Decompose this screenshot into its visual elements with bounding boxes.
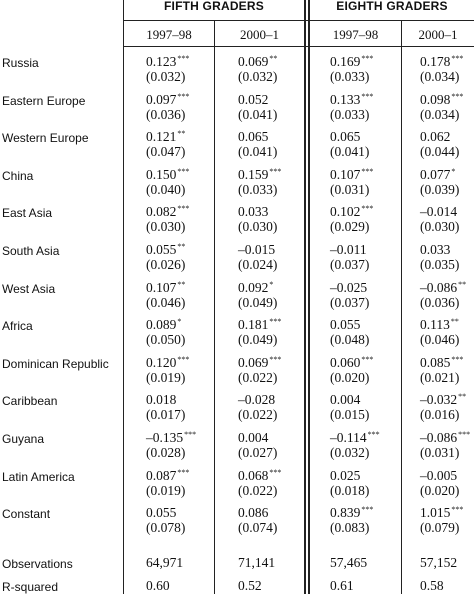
- stats-value: 57,465: [330, 555, 368, 570]
- coefficient-cell: 0.055: [330, 317, 361, 333]
- coefficient-cell: 0.839***: [330, 505, 374, 521]
- significance-stars: **: [177, 279, 186, 289]
- coefficient-cell: –0.086***: [420, 430, 471, 445]
- coefficient-cell: 0.069***: [238, 354, 282, 370]
- standard-error-cell: (0.049): [238, 332, 278, 348]
- header-eighth-graders: EIGHTH GRADERS: [336, 0, 448, 13]
- coefficient-cell: 0.060***: [330, 354, 374, 370]
- standard-error-cell: (0.079): [420, 520, 460, 536]
- standard-error-cell: (0.018): [330, 482, 370, 498]
- row-label: Constant: [2, 507, 51, 522]
- column-divider-left: [123, 0, 124, 594]
- significance-stars: **: [177, 242, 186, 251]
- significance-stars: ***: [451, 354, 464, 364]
- significance-stars: ***: [269, 467, 282, 477]
- row-label: West Asia: [2, 281, 56, 296]
- coefficient-cell: –0.011: [330, 242, 367, 257]
- coefficient-cell: –0.028: [238, 392, 276, 408]
- coefficient-cell: –0.135***: [146, 430, 197, 445]
- coefficient-cell: –0.025: [330, 279, 368, 295]
- standard-error-cell: (0.041): [330, 144, 370, 160]
- coefficient-cell: 0.085***: [420, 354, 464, 370]
- standard-error-cell: (0.074): [238, 520, 278, 536]
- standard-error-cell: (0.030): [146, 219, 186, 235]
- stats-value: 0.58: [420, 578, 444, 593]
- coefficient-cell: –0.014: [420, 204, 458, 220]
- standard-error-cell: (0.017): [146, 407, 186, 423]
- coefficient-cell: 0.097***: [146, 91, 190, 107]
- coefficient-cell: 0.082***: [146, 204, 190, 220]
- standard-error-cell: (0.036): [420, 294, 460, 310]
- significance-stars: **: [458, 392, 467, 402]
- column-divider-eighth: [401, 21, 402, 594]
- standard-error-cell: (0.029): [330, 219, 370, 235]
- standard-error-cell: (0.034): [420, 69, 460, 84]
- stats-value: 64,971: [146, 555, 184, 570]
- standard-error-cell: (0.034): [420, 106, 460, 122]
- stats-value: 57,152: [420, 555, 458, 570]
- coefficient-cell: 0.077*: [420, 166, 456, 182]
- standard-error-cell: (0.019): [146, 482, 186, 498]
- standard-error-cell: (0.044): [420, 144, 460, 160]
- group-divider-b: [308, 0, 310, 594]
- row-label: South Asia: [2, 244, 60, 258]
- significance-stars: *: [269, 279, 274, 289]
- significance-stars: ***: [361, 91, 374, 101]
- standard-error-cell: (0.016): [420, 407, 460, 423]
- significance-stars: ***: [177, 354, 190, 364]
- significance-stars: ***: [451, 54, 464, 63]
- coefficient-cell: –0.114***: [330, 430, 380, 445]
- row-label: Caribbean: [2, 394, 58, 409]
- coefficient-cell: 0.092*: [238, 279, 274, 295]
- significance-stars: **: [458, 279, 467, 289]
- coefficient-cell: 0.068***: [238, 467, 282, 483]
- significance-stars: **: [450, 317, 459, 327]
- standard-error-cell: (0.041): [238, 106, 278, 122]
- standard-error-cell: (0.026): [146, 257, 186, 272]
- standard-error-cell: (0.021): [420, 369, 460, 385]
- standard-error-cell: (0.036): [146, 106, 186, 122]
- coefficient-cell: 0.113**: [420, 317, 459, 333]
- coefficient-cell: 0.169***: [330, 54, 374, 69]
- header-fifth-graders: FIFTH GRADERS: [164, 0, 264, 13]
- coefficient-cell: 0.123***: [146, 54, 190, 69]
- standard-error-cell: (0.033): [330, 69, 370, 84]
- standard-error-cell: (0.048): [330, 332, 370, 348]
- significance-stars: **: [177, 129, 186, 139]
- group-divider-a: [304, 0, 306, 594]
- significance-stars: ***: [177, 467, 190, 477]
- coefficient-cell: 0.055: [146, 505, 177, 521]
- significance-stars: ***: [451, 91, 464, 101]
- stats-value: 0.52: [238, 578, 262, 593]
- significance-stars: ***: [177, 166, 190, 176]
- standard-error-cell: (0.033): [330, 106, 370, 122]
- standard-error-cell: (0.037): [330, 294, 370, 310]
- coefficient-cell: 0.069**: [238, 54, 278, 69]
- stats-label: R-squared: [2, 580, 59, 594]
- standard-error-cell: (0.078): [146, 520, 186, 536]
- significance-stars: ***: [361, 54, 374, 63]
- standard-error-cell: (0.032): [146, 69, 186, 84]
- stats-value: 0.60: [146, 578, 170, 593]
- coefficient-cell: 1.015***: [420, 505, 464, 521]
- year-header: 1997–98: [146, 27, 192, 42]
- standard-error-cell: (0.050): [146, 332, 186, 348]
- year-header: 1997–98: [332, 27, 379, 42]
- significance-stars: *: [177, 317, 182, 327]
- coefficient-cell: 0.098***: [420, 91, 464, 107]
- standard-error-cell: (0.083): [330, 520, 370, 536]
- coefficient-cell: 0.025: [330, 467, 361, 483]
- significance-stars: **: [269, 54, 278, 63]
- standard-error-cell: (0.031): [330, 181, 370, 197]
- row-label: Guyana: [2, 432, 45, 446]
- standard-error-cell: (0.030): [238, 219, 278, 235]
- row-label: Russia: [2, 56, 39, 70]
- coefficient-cell: 0.121**: [146, 129, 186, 145]
- standard-error-cell: (0.022): [238, 407, 278, 423]
- significance-stars: ***: [361, 354, 374, 364]
- standard-error-cell: (0.024): [238, 257, 278, 272]
- row-label: Eastern Europe: [2, 93, 86, 108]
- coefficient-cell: 0.120***: [146, 354, 190, 370]
- standard-error-cell: (0.022): [238, 369, 278, 385]
- significance-stars: ***: [458, 430, 471, 439]
- year-header: 2000–1: [240, 27, 279, 42]
- coefficient-cell: 0.033: [238, 204, 269, 220]
- standard-error-cell: (0.020): [420, 482, 460, 498]
- coefficient-cell: –0.032**: [420, 392, 467, 408]
- header-rule-bottom: [124, 46, 474, 47]
- standard-error-cell: (0.015): [330, 407, 370, 423]
- coefficient-cell: 0.089*: [146, 317, 182, 333]
- coefficient-cell: 0.159***: [238, 166, 282, 182]
- significance-stars: ***: [184, 430, 197, 439]
- standard-error-cell: (0.049): [238, 294, 278, 310]
- year-header: 2000–1: [418, 27, 458, 42]
- coefficient-cell: 0.107***: [330, 166, 374, 182]
- standard-error-cell: (0.032): [330, 445, 370, 460]
- stats-label: Observations: [2, 557, 73, 571]
- coefficient-cell: 0.150***: [146, 166, 190, 182]
- row-label: Western Europe: [2, 131, 89, 146]
- coefficient-cell: 0.133***: [330, 91, 374, 107]
- standard-error-cell: (0.022): [238, 482, 278, 498]
- significance-stars: ***: [361, 166, 374, 176]
- standard-error-cell: (0.041): [238, 144, 278, 160]
- coefficient-cell: –0.086**: [420, 279, 467, 295]
- row-label: Latin America: [2, 469, 75, 484]
- significance-stars: ***: [269, 317, 282, 327]
- standard-error-cell: (0.031): [420, 445, 460, 460]
- significance-stars: *: [451, 166, 456, 176]
- coefficient-cell: 0.004: [330, 392, 361, 408]
- significance-stars: ***: [269, 354, 282, 364]
- coefficient-cell: 0.004: [238, 430, 269, 445]
- coefficient-cell: 0.107**: [146, 279, 186, 295]
- significance-stars: ***: [269, 166, 282, 176]
- significance-stars: ***: [367, 430, 380, 439]
- row-label: Dominican Republic: [2, 356, 109, 371]
- standard-error-cell: (0.030): [420, 219, 460, 235]
- significance-stars: ***: [451, 505, 464, 515]
- standard-error-cell: (0.039): [420, 181, 460, 197]
- standard-error-cell: (0.028): [146, 445, 186, 460]
- coefficient-cell: 0.062: [420, 129, 451, 145]
- standard-error-cell: (0.027): [238, 445, 278, 460]
- standard-error-cell: (0.047): [146, 144, 186, 160]
- standard-error-cell: (0.032): [238, 69, 278, 84]
- coefficient-cell: 0.102***: [330, 204, 374, 220]
- standard-error-cell: (0.019): [146, 369, 186, 385]
- significance-stars: ***: [177, 91, 190, 101]
- standard-error-cell: (0.020): [330, 369, 370, 385]
- header-rule-top: [124, 20, 474, 21]
- standard-error-cell: (0.033): [238, 181, 278, 197]
- row-label: China: [2, 168, 34, 183]
- coefficient-cell: 0.065: [238, 129, 269, 145]
- column-divider-fifth: [214, 21, 215, 594]
- coefficient-cell: 0.181***: [238, 317, 282, 333]
- coefficient-cell: 0.018: [146, 392, 177, 408]
- coefficient-cell: 0.065: [330, 129, 361, 145]
- coefficient-cell: 0.052: [238, 91, 269, 107]
- standard-error-cell: (0.037): [330, 257, 370, 272]
- significance-stars: ***: [177, 204, 190, 214]
- stats-value: 0.61: [330, 578, 354, 593]
- significance-stars: ***: [177, 54, 190, 63]
- coefficient-cell: 0.033: [420, 242, 451, 257]
- coefficient-cell: 0.178***: [420, 54, 464, 69]
- coefficient-cell: 0.086: [238, 505, 269, 521]
- row-label: East Asia: [2, 206, 53, 221]
- coefficient-cell: –0.005: [420, 467, 458, 483]
- significance-stars: ***: [361, 505, 374, 515]
- standard-error-cell: (0.046): [146, 294, 186, 310]
- row-label: Africa: [2, 319, 33, 334]
- standard-error-cell: (0.035): [420, 257, 460, 272]
- coefficient-cell: 0.055**: [146, 242, 186, 257]
- significance-stars: ***: [361, 204, 374, 214]
- coefficient-cell: –0.015: [238, 242, 276, 257]
- standard-error-cell: (0.046): [420, 332, 460, 348]
- coefficient-cell: 0.087***: [146, 467, 190, 483]
- standard-error-cell: (0.040): [146, 181, 186, 197]
- stats-value: 71,141: [238, 555, 276, 570]
